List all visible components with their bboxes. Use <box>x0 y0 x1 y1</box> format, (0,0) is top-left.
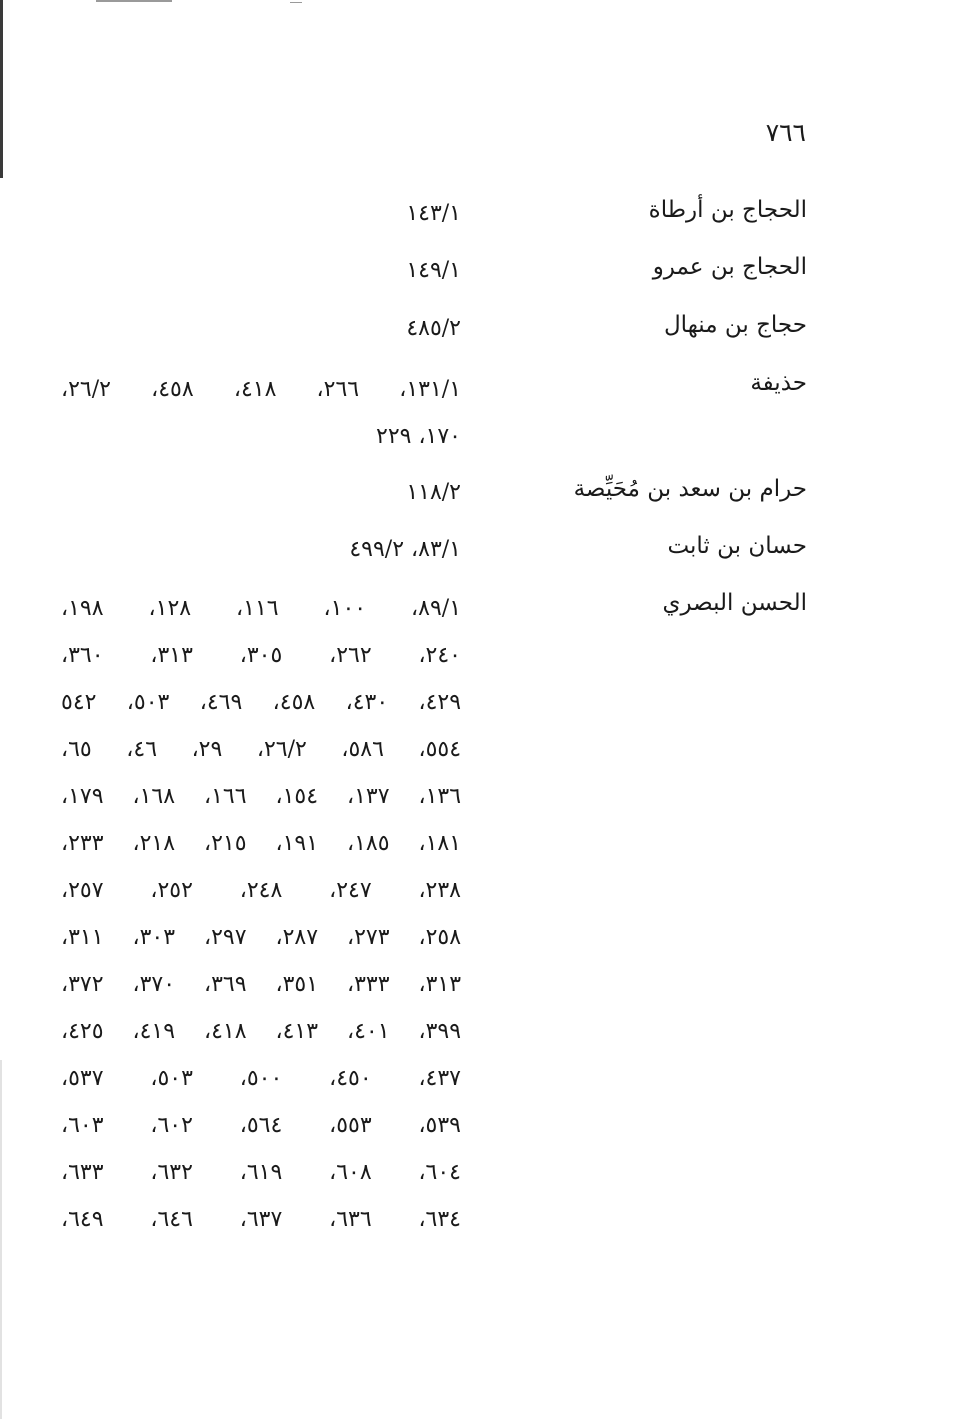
entry-name: الحجاج بن عمرو <box>652 254 807 280</box>
reference-line: ٢٥٨، ٢٧٣، ٢٨٧، ٢٩٧، ٣٠٣، ٣١١، <box>61 925 462 950</box>
reference-line: ١٧٠، ٢٢٩ <box>376 424 461 449</box>
reference-line: ٤٨٥/٢ <box>406 316 461 341</box>
reference-line: ١٣٦، ١٣٧، ١٥٤، ١٦٦، ١٦٨، ١٧٩، <box>61 784 462 809</box>
scan-edge-mark-lower <box>0 1060 2 1419</box>
page-number: ٧٦٦ <box>765 118 806 147</box>
reference-line: ١٤٣/١ <box>406 201 461 226</box>
entry-references <box>61 585 461 1243</box>
reference-line: ٢٣٨، ٢٤٧، ٢٤٨، ٢٥٢، ٢٥٧، <box>61 878 461 903</box>
reference-line: ١٨١، ١٨٥، ١٩١، ٢١٥، ٢١٨، ٢٣٣، <box>61 831 462 856</box>
entry-name: حذيفة <box>750 370 807 396</box>
scan-edge-mark <box>0 0 3 178</box>
reference-line: ٦٣٤، ٦٣٦، ٦٣٧، ٦٤٦، ٦٤٩، <box>61 1207 461 1232</box>
reference-line: ١٣١/١، ٢٦٦، ٤١٨، ٤٥٨، ٢٦/٢، <box>61 377 462 402</box>
reference-line: ٢٤٠، ٢٦٢، ٣٠٥، ٣١٣، ٣٦٠، <box>61 643 461 668</box>
entry-references <box>61 526 461 573</box>
entry-name: الحجاج بن أرطاة <box>648 197 807 223</box>
entry-name: حرام بن سعد بن مُحَيِّصة <box>573 476 807 502</box>
entry-name: الحسن البصري <box>662 590 807 616</box>
entry-references <box>61 247 461 294</box>
entry-name: حسان بن ثابت <box>667 533 807 559</box>
entry-references <box>61 190 461 237</box>
reference-line: ٦٠٤، ٦٠٨، ٦١٩، ٦٣٢، ٦٣٣، <box>61 1160 461 1185</box>
entry-name: حجاج بن منهال <box>663 312 807 338</box>
reference-line: ٥٥٤، ٥٨٦، ٢٦/٢، ٢٩، ٤٦، ٦٥، <box>61 737 462 762</box>
reference-line: ٥٣٩، ٥٥٣، ٥٦٤، ٦٠٢، ٦٠٣، <box>61 1113 461 1138</box>
reference-line: ٨٣/١، ٤٩٩/٢ <box>349 537 461 562</box>
entry-references <box>61 305 461 352</box>
reference-line: ٤٣٧، ٤٥٠، ٥٠٠، ٥٠٣، ٥٣٧، <box>61 1066 461 1091</box>
scan-top-mark-small <box>290 2 302 3</box>
entry-references <box>61 366 461 460</box>
entry-references <box>61 469 461 516</box>
reference-line: ١١٨/٢ <box>406 480 461 505</box>
reference-line: ٤٢٩، ٤٣٠، ٤٥٨، ٤٦٩، ٥٠٣، ٥٤٢ <box>61 690 462 715</box>
reference-line: ٣٩٩، ٤٠١، ٤١٣، ٤١٨، ٤١٩، ٤٢٥، <box>61 1019 462 1044</box>
reference-line: ٣١٣، ٣٣٣، ٣٥١، ٣٦٩، ٣٧٠، ٣٧٢، <box>61 972 462 997</box>
reference-line: ١٤٩/١ <box>406 258 461 283</box>
scan-top-mark <box>96 0 172 2</box>
reference-line: ٨٩/١، ١٠٠، ١١٦، ١٢٨، ١٩٨، <box>61 596 462 621</box>
